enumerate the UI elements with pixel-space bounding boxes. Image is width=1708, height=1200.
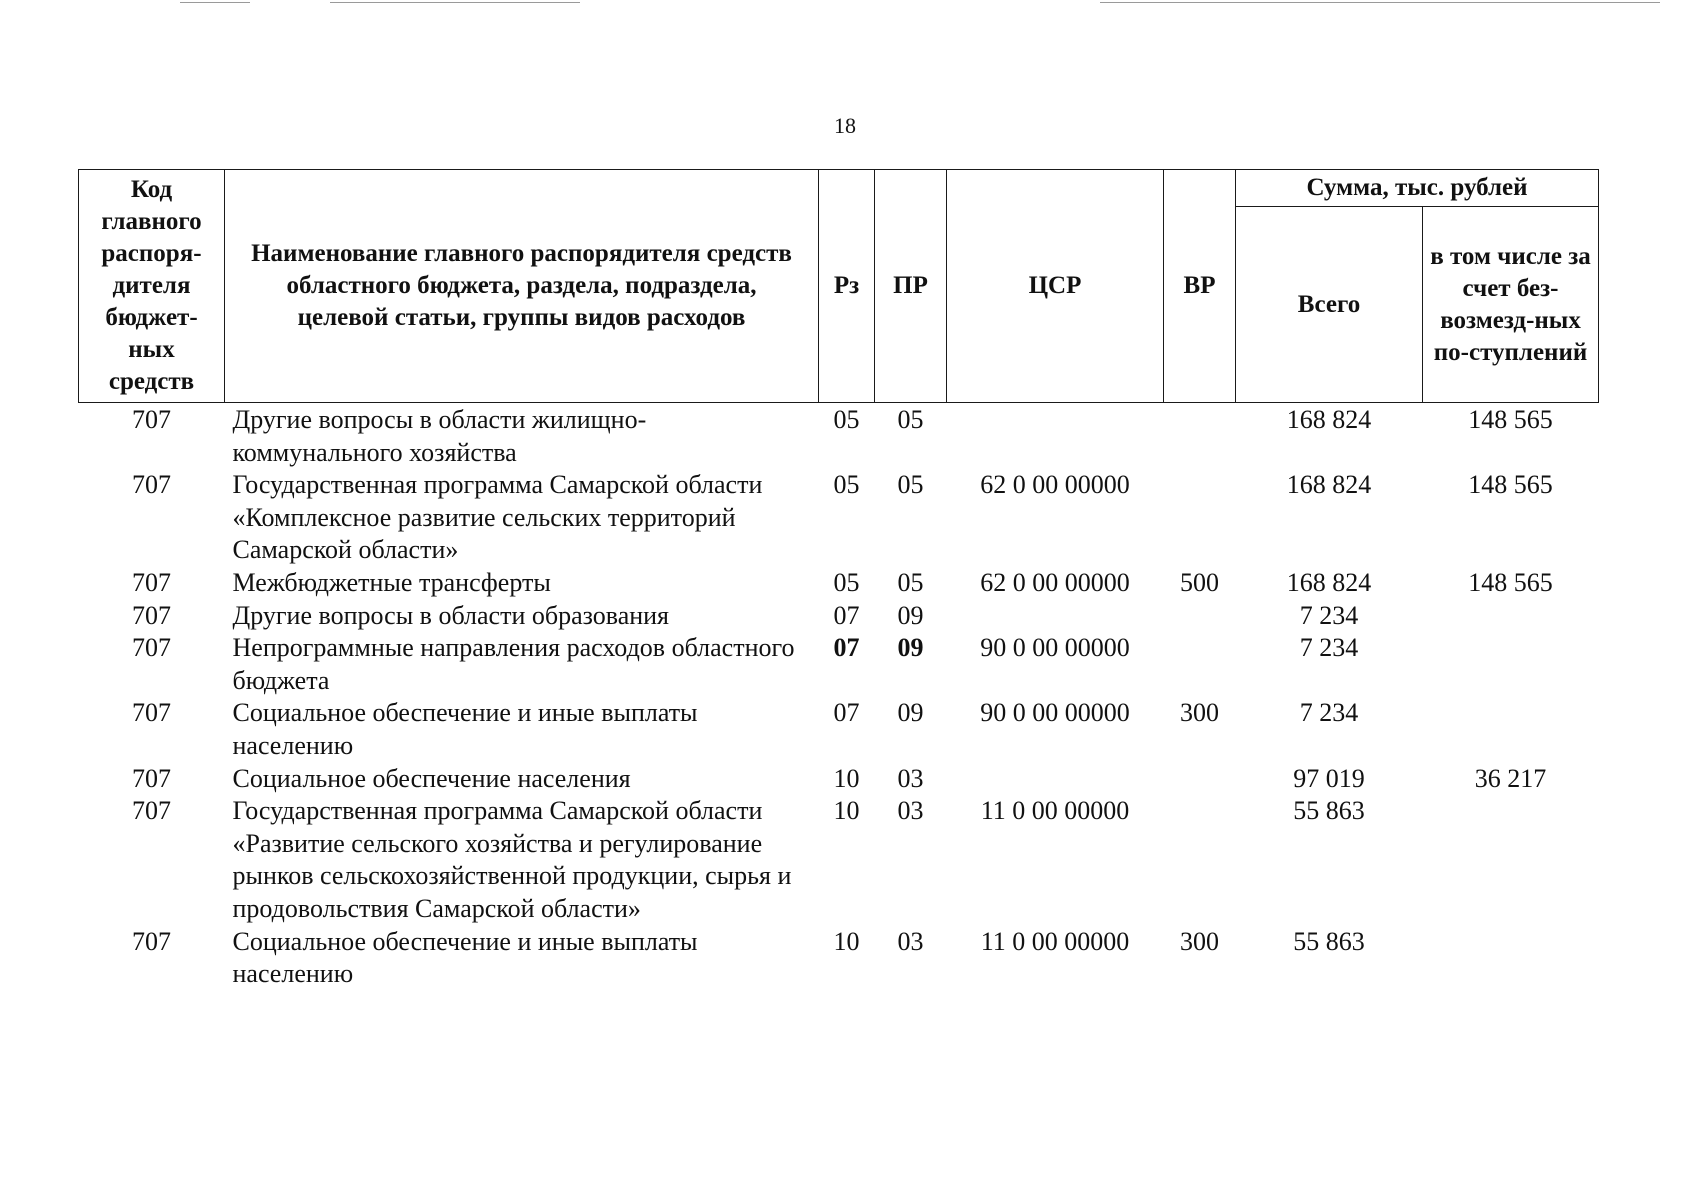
cell-free bbox=[1423, 697, 1599, 762]
cell-pr: 09 bbox=[897, 633, 924, 663]
header-rz: Рз bbox=[819, 170, 875, 403]
cell-csr: 62 0 00 00000 bbox=[980, 470, 1130, 500]
cell-name: Другие вопросы в области образования bbox=[232, 600, 670, 630]
cell-code: 707 bbox=[132, 763, 171, 793]
cell-vr: 300 bbox=[1180, 698, 1219, 728]
cell-pr: 05 bbox=[897, 567, 924, 597]
cell-code: 707 bbox=[132, 405, 171, 434]
cell-vr bbox=[1164, 469, 1236, 567]
cell-vr: 300 bbox=[1180, 926, 1219, 956]
cell-free: 148 565 bbox=[1468, 470, 1553, 500]
cell-csr: 90 0 00 00000 bbox=[980, 698, 1130, 728]
scan-artifact bbox=[180, 2, 250, 3]
cell-csr: 62 0 00 00000 bbox=[980, 567, 1130, 597]
header-csr: ЦСР bbox=[947, 170, 1164, 403]
cell-rz: 07 bbox=[833, 600, 860, 630]
cell-pr: 05 bbox=[897, 470, 924, 500]
cell-pr: 05 bbox=[897, 405, 924, 434]
cell-name: Государственная программа Самарской области «Развитие сельского хозяйства и регулирование рынков сельскохозяйственной продукции, сырья и продовольствия Самарской области» bbox=[232, 796, 792, 923]
cell-vr bbox=[1164, 403, 1236, 470]
cell-rz: 07 bbox=[833, 633, 860, 663]
cell-name: Социальное обеспечение и иные выплаты населению bbox=[232, 926, 698, 989]
cell-rz: 10 bbox=[833, 796, 860, 826]
cell-total: 168 824 bbox=[1286, 567, 1372, 597]
header-pr: ПР bbox=[875, 170, 947, 403]
cell-name: Социальное обеспечение и иные выплаты населению bbox=[232, 698, 698, 760]
header-name: Наименование главного распорядителя средств областного бюджета, раздела, подраздела, целевой статьи, группы видов расходов bbox=[225, 170, 819, 403]
cell-rz: 07 bbox=[833, 698, 860, 728]
page-number: 18 bbox=[834, 113, 856, 138]
cell-total: 7 234 bbox=[1299, 698, 1359, 728]
cell-pr: 03 bbox=[897, 796, 924, 826]
cell-pr: 03 bbox=[897, 926, 924, 956]
cell-free: 36 217 bbox=[1474, 763, 1547, 793]
cell-code: 707 bbox=[132, 926, 171, 956]
header-sum-group: Сумма, тыс. рублей bbox=[1236, 170, 1599, 207]
cell-csr: 90 0 00 00000 bbox=[980, 633, 1130, 663]
cell-rz: 05 bbox=[833, 405, 860, 434]
table-row bbox=[79, 567, 1599, 600]
cell-csr bbox=[947, 763, 1164, 796]
cell-total: 97 019 bbox=[1293, 763, 1365, 793]
cell-code: 707 bbox=[132, 796, 171, 826]
cell-free: 148 565 bbox=[1468, 405, 1553, 434]
cell-total: 168 824 bbox=[1286, 405, 1372, 434]
header-vr: ВР bbox=[1164, 170, 1236, 403]
cell-free bbox=[1423, 632, 1599, 697]
cell-pr: 09 bbox=[897, 600, 924, 630]
cell-name: Межбюджетные трансферты bbox=[232, 567, 551, 597]
cell-total: 7 234 bbox=[1299, 633, 1359, 663]
header-total: Всего bbox=[1236, 207, 1423, 403]
cell-total: 7 234 bbox=[1299, 600, 1359, 630]
table-row bbox=[79, 763, 1599, 796]
cell-rz: 10 bbox=[833, 926, 860, 956]
cell-total: 55 863 bbox=[1293, 926, 1365, 956]
cell-name: Государственная программа Самарской области «Комплексное развитие сельских территорий Самарской области» bbox=[232, 470, 763, 565]
cell-name: Непрограммные направления расходов областного бюджета bbox=[232, 633, 795, 695]
cell-code: 707 bbox=[132, 470, 171, 500]
cell-vr bbox=[1164, 600, 1236, 633]
table-row bbox=[79, 600, 1599, 633]
cell-vr bbox=[1164, 763, 1236, 796]
cell-vr bbox=[1164, 795, 1236, 925]
scan-artifact bbox=[330, 2, 580, 3]
table-row bbox=[79, 403, 1599, 470]
table-row bbox=[79, 632, 1599, 697]
table-row bbox=[79, 697, 1599, 762]
cell-name: Социальное обеспечение населения bbox=[232, 763, 631, 793]
cell-free bbox=[1423, 795, 1599, 925]
header-free: в том числе за счет без-возмезд-ных по-ступлений bbox=[1423, 207, 1599, 403]
cell-vr: 500 bbox=[1180, 567, 1219, 597]
cell-free bbox=[1423, 926, 1599, 991]
budget-table bbox=[78, 169, 1599, 991]
cell-free bbox=[1423, 600, 1599, 633]
cell-csr: 11 0 00 00000 bbox=[980, 796, 1130, 826]
cell-name: Другие вопросы в области жилищно-коммунального хозяйства bbox=[232, 405, 647, 467]
cell-csr: 11 0 00 00000 bbox=[980, 926, 1130, 956]
cell-free: 148 565 bbox=[1468, 567, 1553, 597]
table-row bbox=[79, 795, 1599, 925]
cell-total: 168 824 bbox=[1286, 470, 1372, 500]
table-body bbox=[79, 403, 1599, 991]
cell-code: 707 bbox=[132, 698, 171, 728]
cell-csr bbox=[947, 600, 1164, 633]
cell-pr: 03 bbox=[897, 763, 924, 793]
table-row bbox=[79, 469, 1599, 567]
cell-code: 707 bbox=[132, 567, 171, 597]
header-code: Код главного распоря-дителя бюджет-ных средств bbox=[79, 170, 225, 403]
cell-total: 55 863 bbox=[1293, 796, 1365, 826]
table-header bbox=[79, 170, 1599, 403]
table-row bbox=[79, 926, 1599, 991]
cell-vr bbox=[1164, 632, 1236, 697]
cell-rz: 10 bbox=[833, 763, 860, 793]
cell-rz: 05 bbox=[833, 567, 860, 597]
scan-artifact bbox=[1100, 2, 1660, 3]
cell-rz: 05 bbox=[833, 470, 860, 500]
cell-pr: 09 bbox=[897, 698, 924, 728]
cell-code: 707 bbox=[132, 633, 171, 663]
cell-code: 707 bbox=[132, 600, 171, 630]
cell-csr bbox=[947, 403, 1164, 470]
